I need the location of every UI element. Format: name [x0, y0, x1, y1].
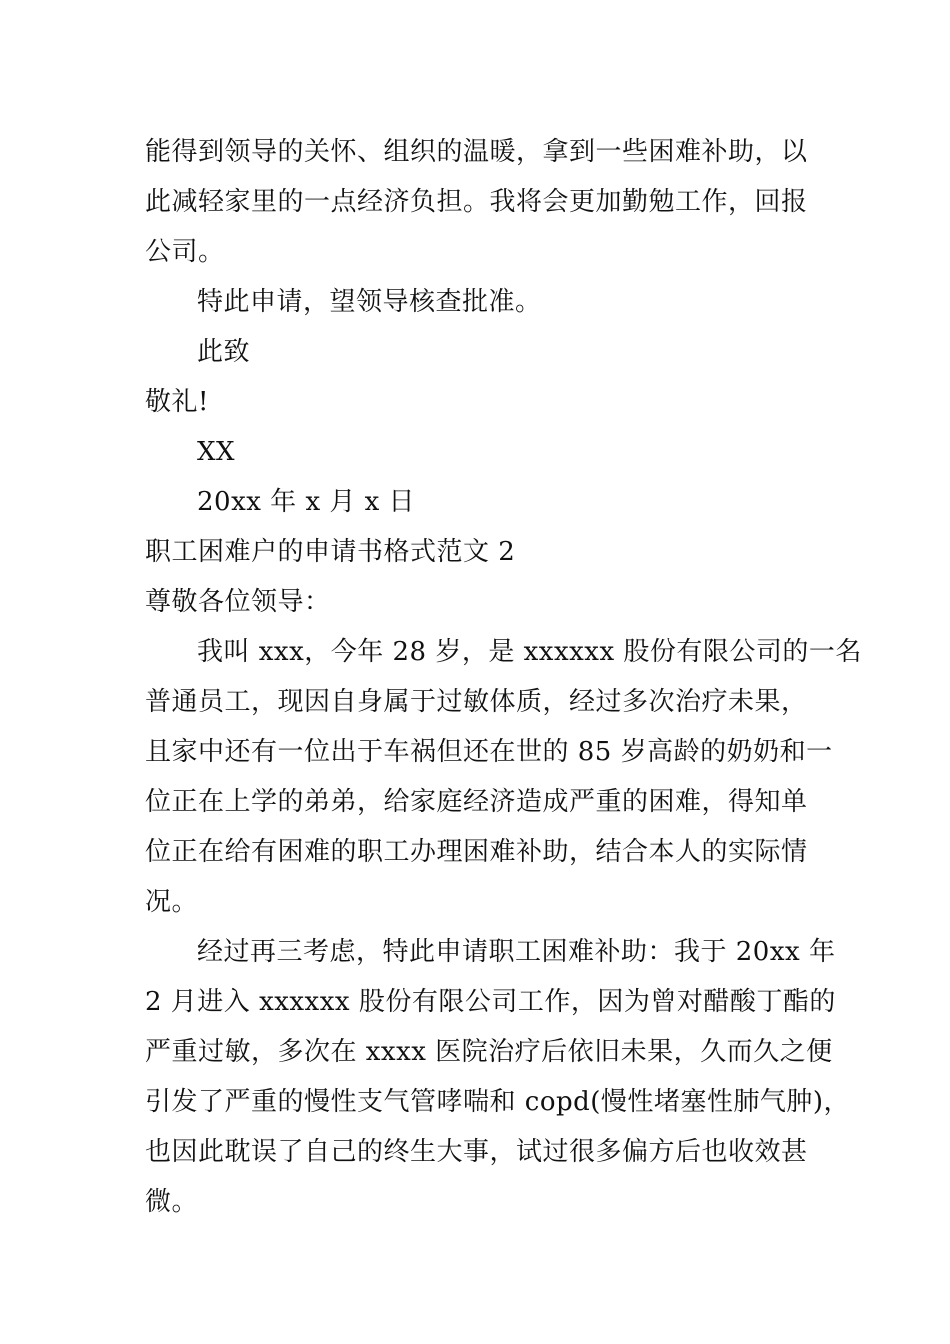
text-line-12: 普通员工，现因自身属于过敏体质，经过多次治疗未果， [145, 687, 808, 717]
text-line-19: 严重过敏，多次在 xxxx 医院治疗后依旧未果，久而久之便 [145, 1037, 833, 1067]
text-line-11: 我叫 xxx，今年 28 岁，是 xxxxxx 股份有限公司的一名 [197, 637, 862, 667]
document-body [145, 127, 862, 1227]
signature-name: XX [197, 437, 236, 467]
text-line-20: 引发了严重的慢性支气管哮喘和 copd(慢性堵塞性肺气肿)， [145, 1087, 851, 1117]
signature-date: 20xx 年 x 月 x 日 [197, 487, 416, 517]
closing-request-line: 特此申请，望领导核查批准。 [197, 287, 542, 317]
text-line-13: 且家中还有一位出于车祸但还在世的 85 岁高龄的奶奶和一 [145, 737, 833, 767]
text-line-15: 位正在给有困难的职工办理困难补助，结合本人的实际情 [145, 837, 808, 867]
salutation-line: 此致 [197, 337, 251, 367]
greeting-line: 尊敬各位领导： [145, 587, 331, 617]
text-line-14: 位正在上学的弟弟，给家庭经济造成严重的困难，得知单 [145, 787, 808, 817]
section-title: 职工困难户的申请书格式范文 2 [145, 537, 516, 567]
text-line-16: 况。 [145, 887, 199, 917]
text-line-18: 2 月进入 xxxxxx 股份有限公司工作，因为曾对醋酸丁酯的 [145, 987, 836, 1017]
text-line-3: 公司。 [145, 237, 225, 267]
text-line-17: 经过再三考虑，特此申请职工困难补助：我于 20xx 年 [197, 937, 836, 967]
regards-line: 敬礼! [145, 387, 209, 417]
text-line-2: 此减轻家里的一点经济负担。我将会更加勤勉工作，回报 [145, 187, 808, 217]
text-line-22: 微。 [145, 1187, 199, 1217]
text-line-1: 能得到领导的关怀、组织的温暖，拿到一些困难补助，以 [145, 137, 808, 167]
text-line-21: 也因此耽误了自己的终生大事，试过很多偏方后也收效甚 [145, 1137, 808, 1167]
